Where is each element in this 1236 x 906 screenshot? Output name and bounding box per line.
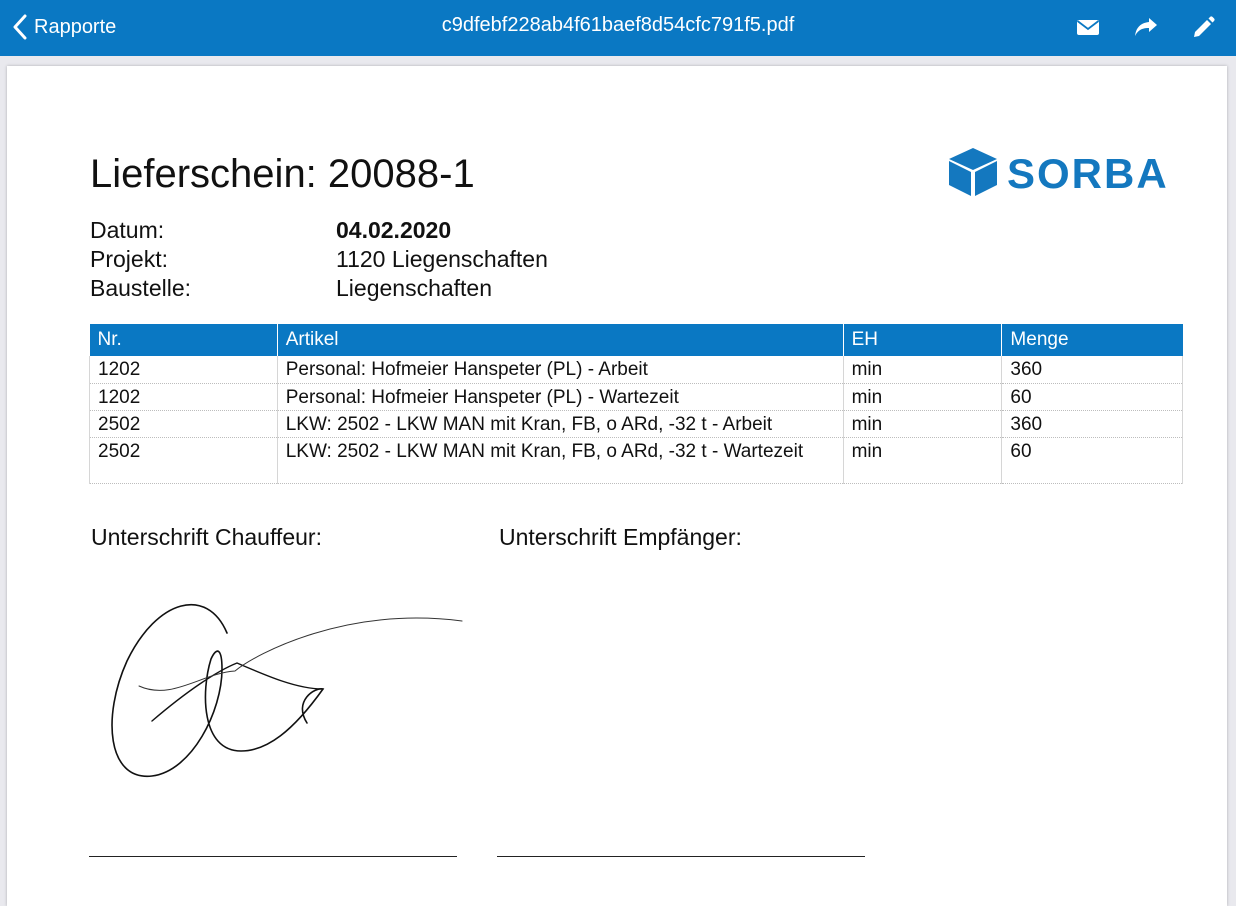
cell-eh: min: [843, 410, 1002, 437]
items-table: [89, 324, 1183, 484]
cell-menge: 60: [1002, 383, 1183, 410]
table-header-row: [90, 324, 1183, 356]
project-label: Projekt:: [90, 246, 168, 272]
table-row: [90, 437, 1183, 483]
cell-menge: 360: [1002, 356, 1183, 383]
recipient-signature-line: [497, 856, 865, 857]
site-label: Baustelle:: [90, 275, 192, 301]
envelope-icon: [1074, 13, 1102, 41]
navigation-bar: [0, 0, 1236, 56]
cell-eh: min: [843, 383, 1002, 410]
cell-eh: min: [843, 356, 1002, 383]
cell-nr: 1202: [90, 383, 278, 410]
project-value: 1120 Liegenschaften: [336, 246, 548, 272]
edit-button[interactable]: [1189, 13, 1217, 41]
cell-artikel: LKW: 2502 - LKW MAN mit Kran, FB, o ARd, -32 t - Arbeit: [277, 410, 843, 437]
mail-button[interactable]: [1074, 13, 1102, 41]
cell-nr: 2502: [90, 410, 278, 437]
share-button[interactable]: [1132, 13, 1160, 41]
recipient-signature-label: Unterschrift Empfänger:: [499, 524, 742, 550]
cell-nr: 2502: [90, 437, 278, 483]
document-meta: [90, 216, 548, 303]
cell-artikel: Personal: Hofmeier Hanspeter (PL) - Arbeit: [277, 356, 843, 383]
document-title: Lieferschein: 20088-1: [90, 152, 475, 196]
date-value: 04.02.2020: [336, 217, 452, 243]
document-filename: c9dfebf228ab4f61baef8d54cfc791f5.pdf: [441, 14, 795, 36]
date-label: Datum:: [90, 217, 165, 243]
cell-nr: 1202: [90, 356, 278, 383]
share-icon: [1132, 13, 1160, 41]
driver-signature-line: [89, 856, 457, 857]
table-row: [90, 356, 1183, 383]
driver-signature: [97, 591, 467, 781]
cell-menge: 60: [1002, 437, 1183, 483]
header-menge: Menge: [1002, 324, 1183, 356]
cell-artikel: Personal: Hofmeier Hanspeter (PL) - Wartezeit: [277, 383, 843, 410]
cube-logo-icon: [947, 146, 1187, 198]
table-row: [90, 410, 1183, 437]
driver-signature-label: Unterschrift Chauffeur:: [91, 524, 322, 550]
pencil-icon: [1189, 13, 1217, 41]
sorba-logo: [947, 146, 1187, 198]
back-button[interactable]: [12, 12, 116, 42]
logo-text: SORBA: [1007, 150, 1169, 197]
site-value: Liegenschaften: [336, 275, 493, 301]
pdf-page: [7, 66, 1227, 906]
table-row: [90, 383, 1183, 410]
header-artikel: Artikel: [277, 324, 843, 356]
chevron-left-icon: [12, 14, 28, 40]
header-eh: EH: [843, 324, 1002, 356]
cell-eh: min: [843, 437, 1002, 483]
back-button-label: Rapporte: [34, 15, 117, 38]
cell-menge: 360: [1002, 410, 1183, 437]
header-nr: Nr.: [90, 324, 278, 356]
cell-artikel: LKW: 2502 - LKW MAN mit Kran, FB, o ARd, -32 t - Wartezeit: [277, 437, 843, 483]
